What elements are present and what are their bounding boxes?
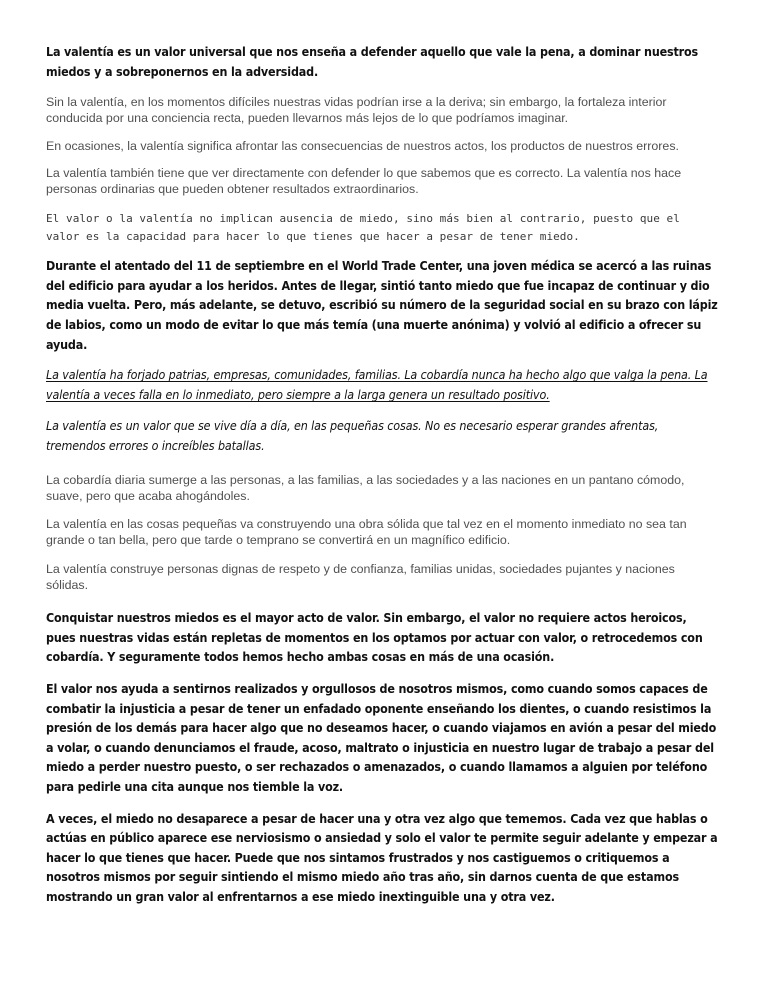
paragraph-conquer-fears: Conquistar nuestros miedos es el mayor acto de valor. Sin embargo, el valor no requiere actos heroicos, pues nuestras vidas están repletas de momentos en los optamos por actuar con valor, o retrocedemos con cobardía. Y seguramente todos hemos hecho ambas cosas en más de una ocasión.: [46, 610, 703, 665]
paragraph-daily-cowardice: La cobardía diaria sumerge a las personas, a las familias, a las sociedades y a las naciones en un pantano cómodo, suave, pero que acaba ahogándoles.: [46, 473, 685, 504]
paragraph-day-to-day: La valentía es un valor que se vive día a día, en las pequeñas cosas. No es necesario esperar grandes afrentas, tremendos errores o increíbles batallas.: [46, 418, 659, 454]
paragraph-feel-fulfilled: El valor nos ayuda a sentirnos realizados y orgullosos de nosotros mismos, como cuando somos capaces de combatir la injusticia a pesar de tener un enfadado oponente enseñando los dientes, o cuando resistimos la presión de los demás para hacer algo que no deseamos hacer, o cuando viajamos en avión a pesar del miedo a volar, o cuando denunciamos el fraude, acoso, maltrato o injusticia en nuestro lugar de trabajo a pesar del miedo a perder nuestro puesto, o ser rechazados o amenazados, o cuando llamamos a alguien por teléfono para pedirle una cita aunque nos tiemble la voz.: [46, 680, 717, 794]
paragraph-world-trade-center: Durante el atentado del 11 de septiembre en el World Trade Center, una joven médica se acercó a las ruinas del edificio para ayudar a los heridos. Antes de llegar, sintió tanto miedo que fue incapaz de continuar y dio media vuelta. Pero, más adelante, se detuvo, escribió su número de la seguridad social en su brazo con lápiz de labios, como un modo de evitar lo que más temía (una muerte anónima) y volvió al edificio a ofrecer su ayuda.: [46, 258, 718, 352]
paragraph-builds-people: La valentía construye personas dignas de respeto y de confianza, familias unidas, sociedades pujantes y naciones sólidas.: [46, 562, 675, 593]
paragraph-without-courage: Sin la valentía, en los momentos difíciles nuestras vidas podrían irse a la deriva; sin embargo, la fortaleza interior conducida por una conciencia recta, pueden llevarnos más lejos de lo que podríamos imaginar.: [46, 95, 667, 126]
paragraph-consequences: En ocasiones, la valentía significa afrontar las consecuencias de nuestros actos, los productos de nuestros errores.: [46, 139, 679, 154]
paragraph-defend-correct: La valentía también tiene que ver directamente con defender lo que sabemos que es correcto. La valentía nos hace personas ordinarias que pueden obtener resultados extraordinarios.: [46, 166, 682, 197]
paragraph-forged-nations: La valentía ha forjado patrias, empresas, comunidades, familias. La cobardía nunca ha hecho algo que valga la pena. La valentía a veces falla en lo inmediato, pero siempre a la larga genera un resultado positivo.: [46, 367, 708, 403]
paragraph-intro: La valentía es un valor universal que nos enseña a defender aquello que vale la pena, a dominar nuestros miedos y a sobreponernos en la adversidad.: [46, 44, 699, 79]
paragraph-fear-persists: A veces, el miedo no desaparece a pesar de hacer una y otra vez algo que tememos. Cada vez que hablas o actúas en público aparece ese nerviosismo o ansiedad y solo el valor te permite seguir adelante y empezar a hacer lo que tienes que hacer. Puede que nos sintamos frustrados y nos castiguemos o critiquemos a nosotros mismos por seguir sintiendo el mismo miedo año tras año, sin darnos cuenta de que estamos mostrando un gran valor al enfrentarnos a ese miedo inextinguible una y otra vez.: [46, 810, 718, 904]
document-page: [46, 42, 718, 906]
paragraph-small-things: La valentía en las cosas pequeñas va construyendo una obra sólida que tal vez en el momento inmediato no sea tan grande o tan bella, pero que tarde o temprano se convertirá en un magnífico edificio.: [46, 517, 687, 548]
paragraph-not-absence-of-fear: El valor o la valentía no implican ausencia de miedo, sino más bien al contrario, puesto que el valor es la capacidad para hacer lo que tienes que hacer a pesar de tener miedo.: [46, 212, 680, 244]
